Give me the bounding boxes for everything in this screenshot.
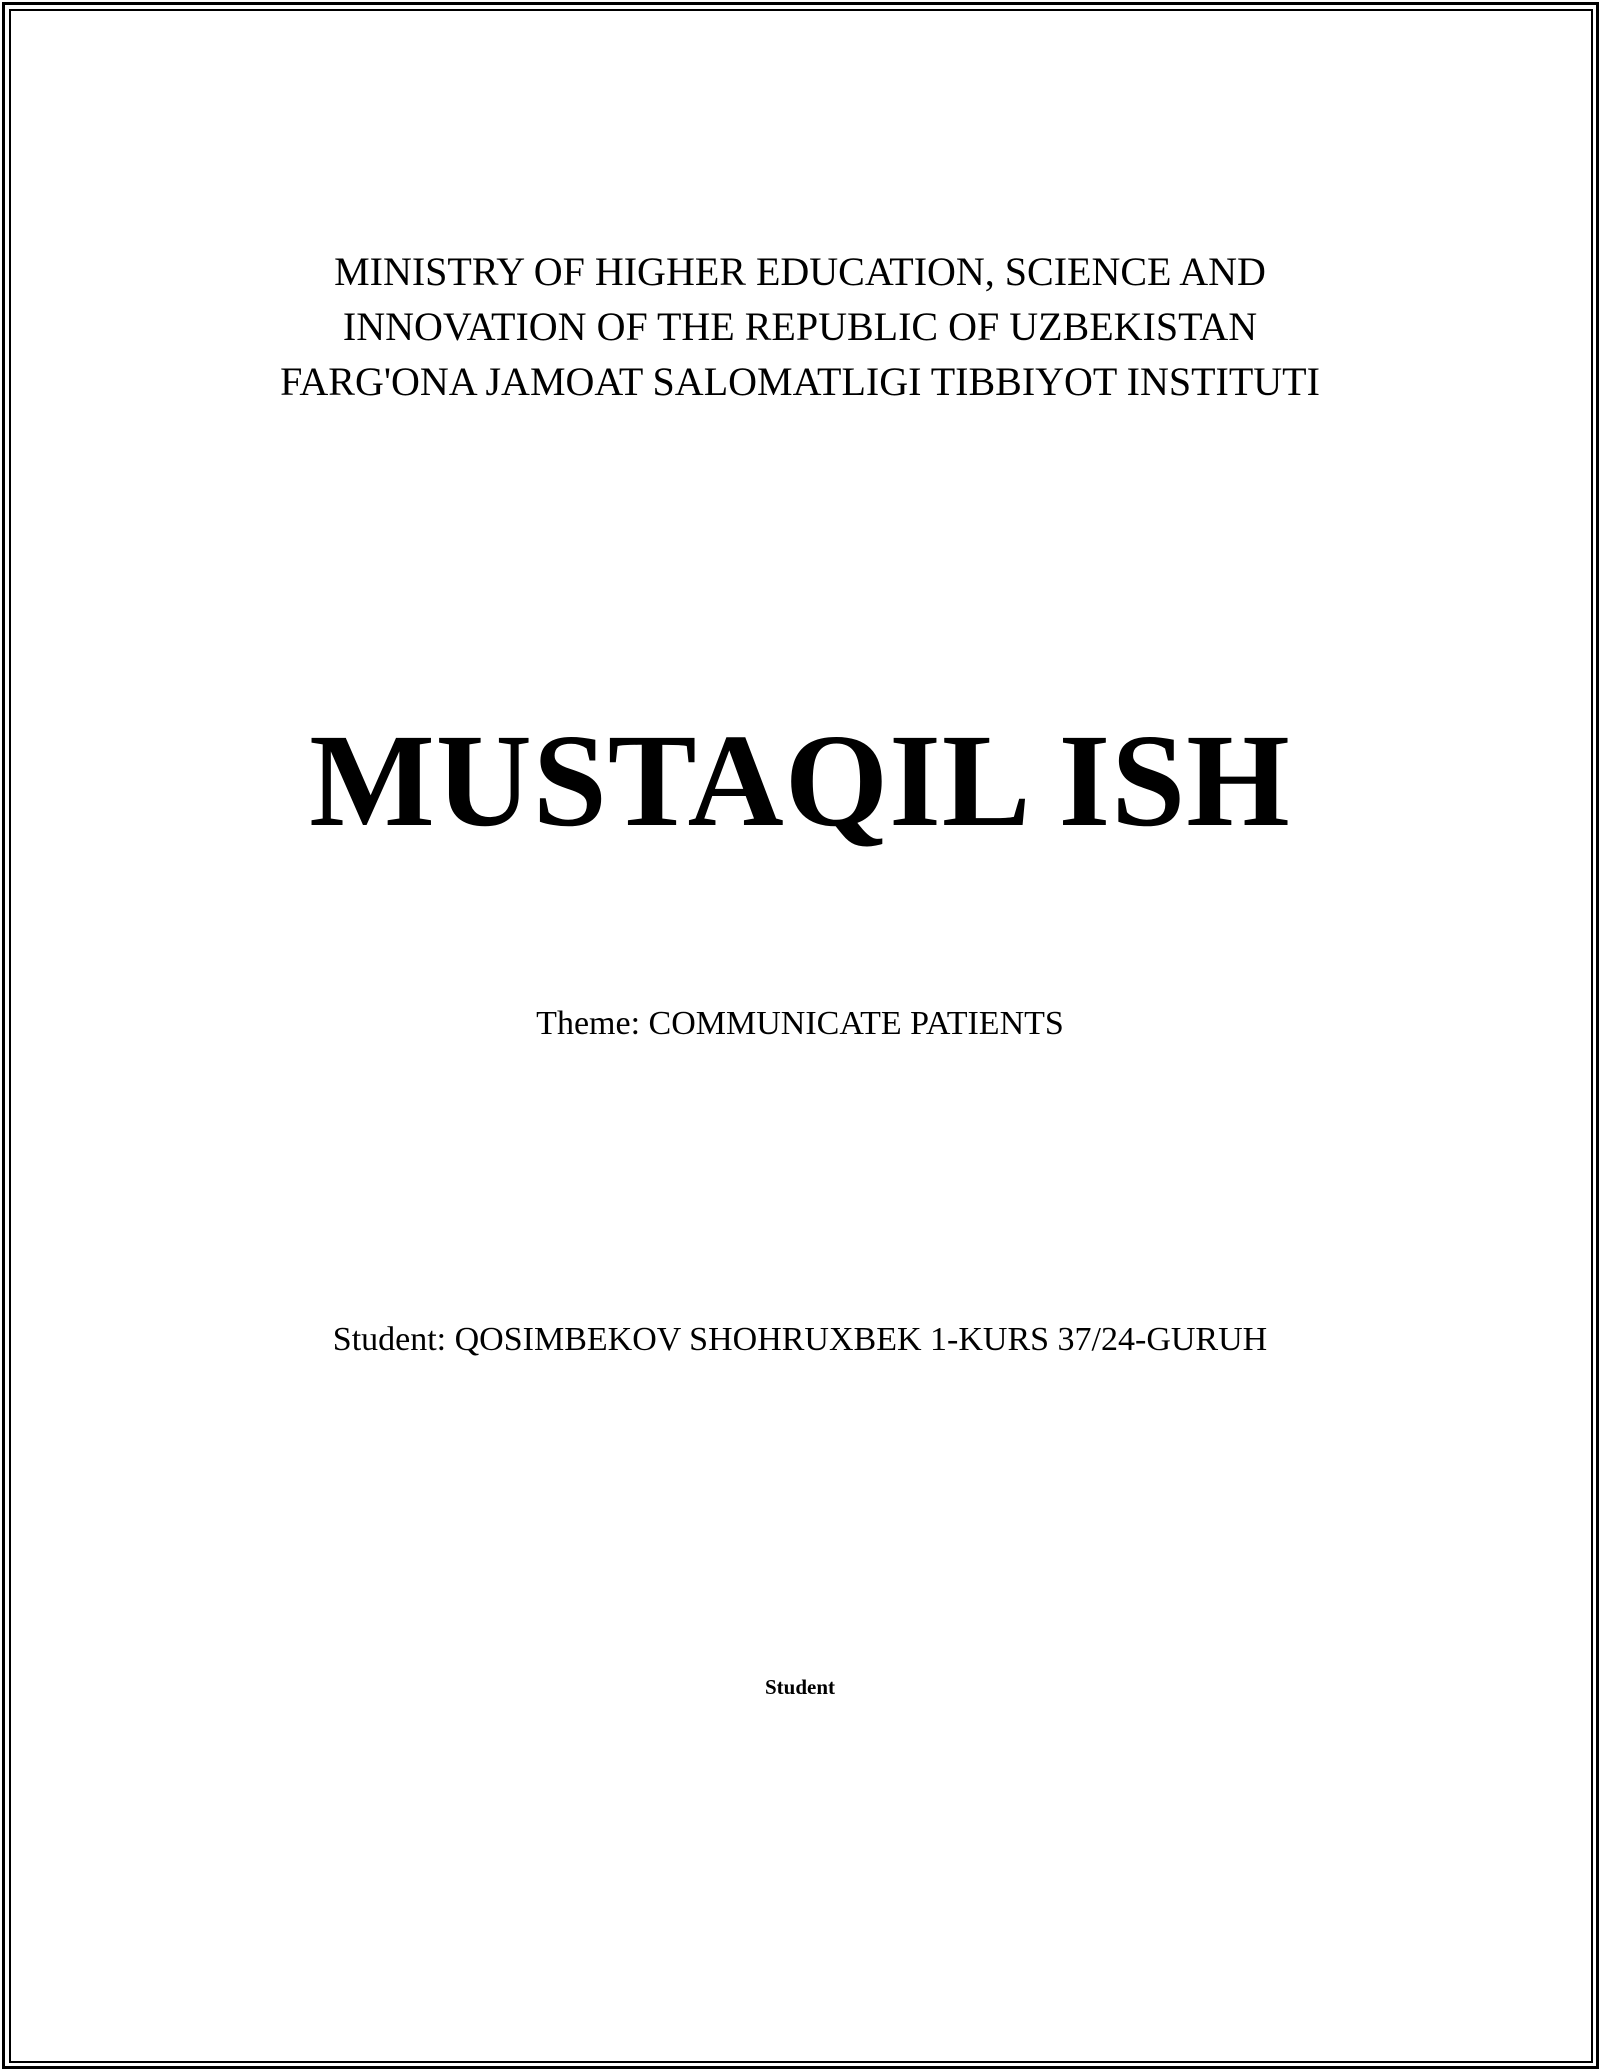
header-line-3: FARG'ONA JAMOAT SALOMATLIGI TIBBIYOT INSTITUTI	[280, 359, 1320, 404]
student-label: Student	[764, 1675, 836, 1699]
theme-line: Theme: COMMUNICATE PATIENTS	[536, 1005, 1064, 1042]
header-line-1: MINISTRY OF HIGHER EDUCATION, SCIENCE AND	[334, 249, 1266, 294]
header-line-2: INNOVATION OF THE REPUBLIC OF UZBEKISTAN	[342, 304, 1258, 349]
document-title: MUSTAQIL ISH	[309, 706, 1291, 854]
institution-header	[0, 244, 1600, 409]
student-info: Student: QOSIMBEKOV SHOHRUXBEK 1-KURS 37/24-GURUH	[332, 1321, 1268, 1358]
